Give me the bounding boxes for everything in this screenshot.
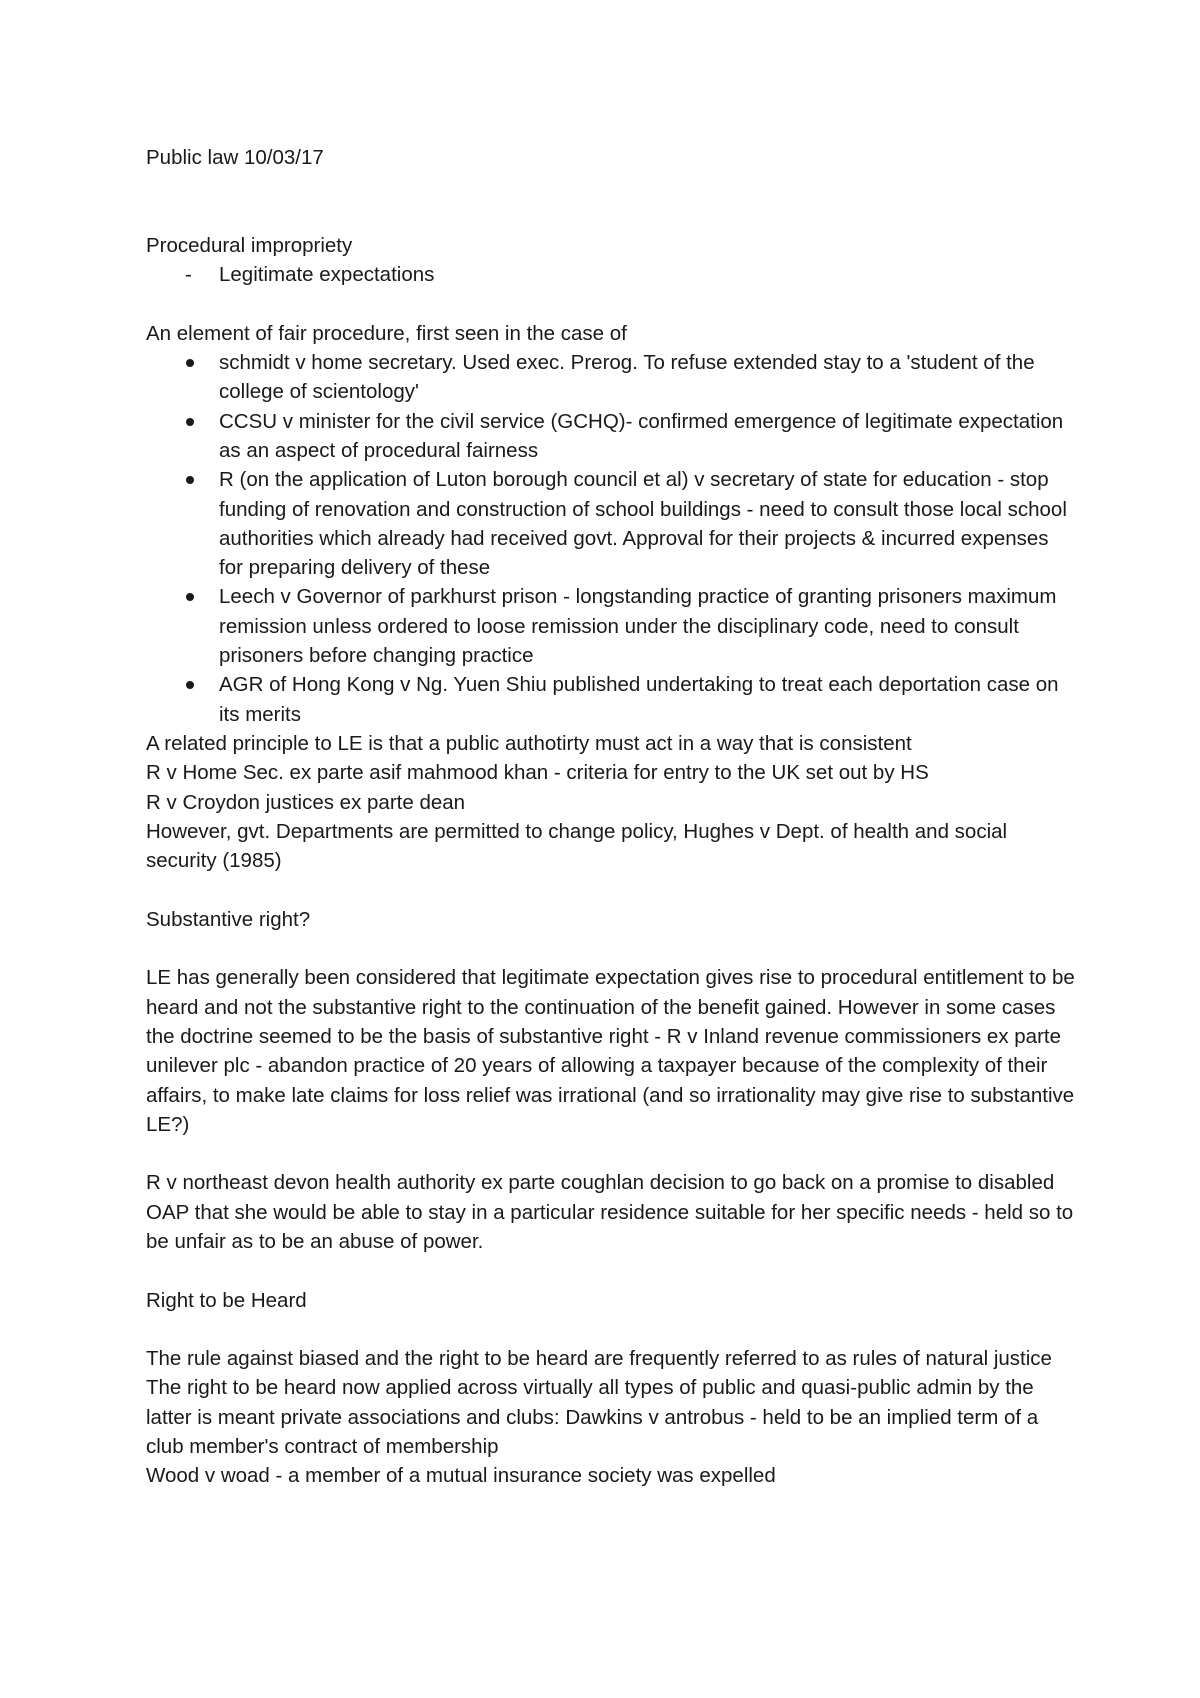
related-policy-line: However, gvt. Departments are permitted to change policy, Hughes v Dept. of health and social security (1985) <box>146 819 1008 873</box>
heard-heading: Right to be Heard <box>146 1288 307 1312</box>
case-item <box>146 348 1076 407</box>
spacer <box>146 1315 1076 1344</box>
document-page <box>146 143 1076 1491</box>
bullet-dot-icon <box>186 476 194 484</box>
document-title: Public law 10/03/17 <box>146 146 324 169</box>
case-item <box>146 407 1076 466</box>
heard-line: The rule against biased and the right to be heard are frequently referred to as rules of natural justice <box>146 1347 1052 1371</box>
case-text: schmidt v home secretary. Used exec. Prerog. To refuse extended stay to a 'student of the college of scientology' <box>219 351 1035 404</box>
spacer <box>146 289 1076 318</box>
spacer <box>146 934 1076 963</box>
dash-marker: - <box>185 263 192 287</box>
substantive-paragraph: R v northeast devon health authority ex parte coughlan decision to go back on a promise to disabled OAP that she would be able to stay in a particular residence suitable for her specific needs - held so to be unfair as to be an abuse of power. <box>146 1171 1074 1253</box>
related-case-line: R v Home Sec. ex parte asif mahmood khan - criteria for entry to the UK set out by HS <box>146 761 929 785</box>
spacer <box>146 172 1076 231</box>
procedural-heading: Procedural impropriety <box>146 233 353 257</box>
case-text: R (on the application of Luton borough council et al) v secretary of state for education - stop funding of renovation and construction of school buildings - need to consult those local school authorities which already had received govt. Approval for their projects & incurred expenses for preparing delivery of these <box>219 468 1067 580</box>
heard-line: Wood v woad - a member of a mutual insurance society was expelled <box>146 1464 776 1488</box>
case-item <box>146 670 1076 729</box>
bullet-dot-icon <box>186 418 194 426</box>
dash-item-text: Legitimate expectations <box>219 263 435 287</box>
dash-list-item <box>146 260 1076 289</box>
case-item <box>146 465 1076 582</box>
bullet-dot-icon <box>186 593 194 601</box>
related-principle-line: A related principle to LE is that a public authotirty must act in a way that is consistent <box>146 731 912 755</box>
case-text: Leech v Governor of parkhurst prison - longstanding practice of granting prisoners maximum remission unless ordered to loose remission under the disciplinary code, need to consult prisoners before changing practice <box>219 585 1057 668</box>
case-text: CCSU v minister for the civil service (GCHQ)- confirmed emergence of legitimate expectation as an aspect of procedural fairness <box>219 409 1064 462</box>
bullet-dot-icon <box>186 359 194 367</box>
bullet-dot-icon <box>186 681 194 689</box>
spacer <box>146 1256 1076 1285</box>
dash-list <box>146 260 1076 289</box>
spacer <box>146 875 1076 904</box>
substantive-heading: Substantive right? <box>146 907 311 931</box>
related-case-line: R v Croydon justices ex parte dean <box>146 790 466 814</box>
case-text: AGR of Hong Kong v Ng. Yuen Shiu published undertaking to treat each deportation case on its merits <box>219 673 1059 726</box>
case-bullet-list <box>146 348 1076 729</box>
substantive-paragraph: LE has generally been considered that legitimate expectation gives rise to procedural entitlement to be heard and not the substantive right to the continuation of the benefit gained. However in some cases the doctrine seemed to be the basis of substantive right - R v Inland revenue commissioners ex parte unilever plc - abandon practice of 20 years of allowing a taxpayer because of the complexity of their affairs, to make late claims for loss relief was irrational (and so irrationality may give rise to substantive LE?) <box>146 966 1075 1136</box>
case-item <box>146 582 1076 670</box>
spacer <box>146 1139 1076 1168</box>
heard-line: The right to be heard now applied across virtually all types of public and quasi-public admin by the latter is meant private associations and clubs: Dawkins v antrobus - held to be an implied term of a club member's contract of membership <box>146 1376 1039 1459</box>
intro-line: An element of fair procedure, first seen in the case of <box>146 321 627 345</box>
